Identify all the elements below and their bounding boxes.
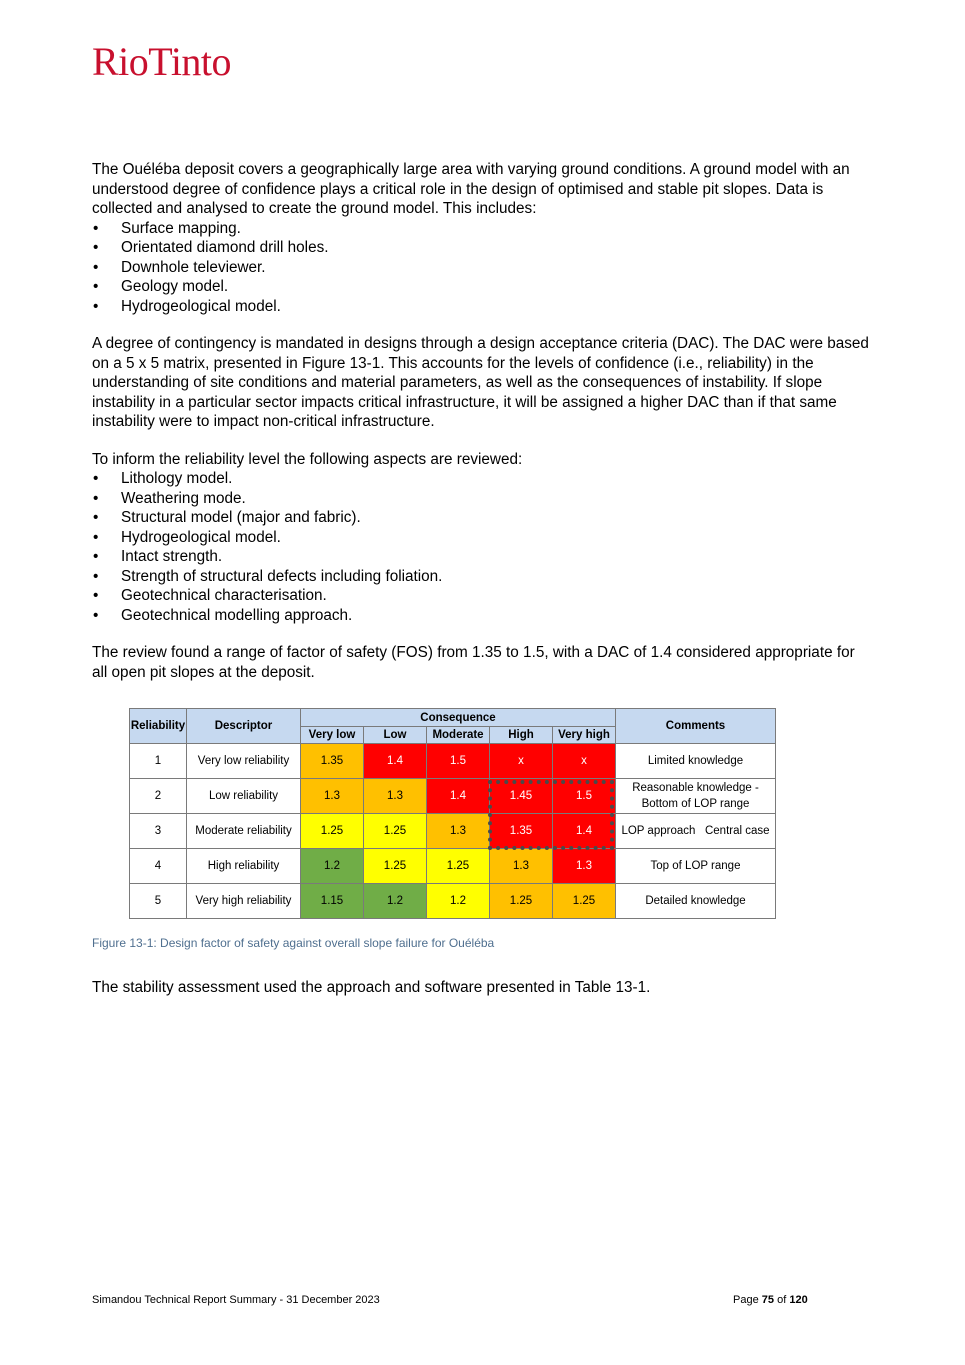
consequence-level-header: Very low	[301, 727, 364, 744]
reliability-cell: 3	[130, 814, 187, 849]
fos-cell: 1.35	[490, 814, 553, 849]
footer-page-number	[733, 1294, 808, 1306]
fos-cell: 1.35	[301, 744, 364, 779]
fos-cell: 1.3	[301, 779, 364, 814]
reliability-intro-paragraph: To inform the reliability level the following aspects are reviewed:	[92, 450, 523, 468]
consequence-level-header: Very high	[553, 727, 616, 744]
fos-cell: 1.15	[301, 884, 364, 919]
ground-model-inputs-list	[92, 219, 872, 317]
fos-cell: 1.25	[427, 849, 490, 884]
current-page: 75	[761, 1294, 775, 1306]
reliability-aspects-list	[92, 469, 872, 625]
figure-caption: Figure 13-1: Design factor of safety against overall slope failure for Ouéléba	[92, 936, 495, 950]
descriptor-cell: Moderate reliability	[187, 814, 301, 849]
fos-cell: 1.3	[427, 814, 490, 849]
dac-paragraph: A degree of contingency is mandated in designs through a design acceptance criteria (DAC). The DAC were based on a 5 x 5 matrix, presented in Figure 13-1. This accounts for the levels of confidence (i.e., reliability) in the understanding of site conditions and material parameters, as well as the consequences of instability. If slope instability in a particular sector impacts critical infrastructure, it will be assigned a higher DAC than if that same instability were to impact non-critical infrastructure.	[92, 335, 869, 430]
reliability-cell: 4	[130, 849, 187, 884]
footer-report-title: Simandou Technical Report Summary - 31 December 2023	[92, 1294, 380, 1306]
fos-cell: 1.5	[427, 744, 490, 779]
stability-assessment-paragraph: The stability assessment used the approach and software presented in Table 13-1.	[92, 979, 651, 996]
rio-tinto-logo: RioTinto	[92, 39, 232, 84]
reliability-cell: 5	[130, 884, 187, 919]
list-item: • Downhole televiewer.	[92, 258, 872, 278]
list-item: • Intact strength.	[92, 547, 872, 567]
list-item: • Weathering mode.	[92, 489, 872, 509]
comment-cell: Top of LOP range	[616, 849, 776, 884]
list-item: • Surface mapping.	[92, 219, 872, 239]
descriptor-header: Descriptor	[187, 709, 301, 744]
comments-header: Comments	[616, 709, 776, 744]
fos-cell: 1.3	[490, 849, 553, 884]
consequence-header: Consequence	[301, 709, 616, 727]
comment-cell: Limited knowledge	[616, 744, 776, 779]
total-pages: 120	[789, 1294, 808, 1306]
fos-cell: x	[490, 744, 553, 779]
fos-cell: 1.3	[364, 779, 427, 814]
list-item: • Strength of structural defects including foliation.	[92, 567, 872, 587]
fos-review-paragraph: The review found a range of factor of safety (FOS) from 1.35 to 1.5, with a DAC of 1.4 considered appropriate for all open pit slopes at the deposit.	[92, 644, 855, 681]
fos-cell: 1.45	[490, 779, 553, 814]
fos-cell: 1.4	[427, 779, 490, 814]
list-item: • Hydrogeological model.	[92, 528, 872, 548]
body-text	[92, 160, 872, 700]
table-row	[130, 779, 776, 814]
list-item: • Geotechnical characterisation.	[92, 586, 872, 606]
fos-cell: 1.2	[364, 884, 427, 919]
table-row	[130, 849, 776, 884]
list-item: • Structural model (major and fabric).	[92, 508, 872, 528]
table-row	[130, 884, 776, 919]
consequence-level-header: Moderate	[427, 727, 490, 744]
fos-cell: x	[553, 744, 616, 779]
descriptor-cell: Very low reliability	[187, 744, 301, 779]
table-row	[130, 814, 776, 849]
fos-cell: 1.25	[364, 814, 427, 849]
fos-cell: 1.25	[301, 814, 364, 849]
of-label: of	[777, 1294, 787, 1306]
descriptor-cell: High reliability	[187, 849, 301, 884]
fos-cell: 1.2	[301, 849, 364, 884]
comment-cell: Reasonable knowledge - Bottom of LOP range	[616, 779, 776, 814]
fos-cell: 1.5	[553, 779, 616, 814]
fos-cell: 1.4	[364, 744, 427, 779]
intro-paragraph: The Ouéléba deposit covers a geographically large area with varying ground conditions. A ground model with an understood degree of confidence plays a critical role in the design of optimised and stable pit slopes. Data is collected and analysed to create the ground model. This includes:	[92, 161, 850, 217]
reliability-cell: 2	[130, 779, 187, 814]
fos-cell: 1.4	[553, 814, 616, 849]
list-item: • Lithology model.	[92, 469, 872, 489]
list-item: • Orientated diamond drill holes.	[92, 238, 872, 258]
dac-matrix-figure	[129, 708, 776, 919]
consequence-level-header: Low	[364, 727, 427, 744]
fos-cell: 1.25	[553, 884, 616, 919]
fos-cell: 1.3	[553, 849, 616, 884]
table-row	[130, 744, 776, 779]
reliability-header: Reliability	[130, 709, 187, 744]
consequence-level-header: High	[490, 727, 553, 744]
page-label: Page	[733, 1294, 759, 1306]
list-item: • Geotechnical modelling approach.	[92, 606, 872, 626]
dac-matrix-table	[129, 708, 776, 919]
comment-cell: Detailed knowledge	[616, 884, 776, 919]
list-item: • Geology model.	[92, 277, 872, 297]
descriptor-cell: Very high reliability	[187, 884, 301, 919]
descriptor-cell: Low reliability	[187, 779, 301, 814]
fos-cell: 1.25	[364, 849, 427, 884]
reliability-cell: 1	[130, 744, 187, 779]
fos-cell: 1.2	[427, 884, 490, 919]
list-item: • Hydrogeological model.	[92, 297, 872, 317]
comment-cell: LOP approach Central case	[616, 814, 776, 849]
fos-cell: 1.25	[490, 884, 553, 919]
